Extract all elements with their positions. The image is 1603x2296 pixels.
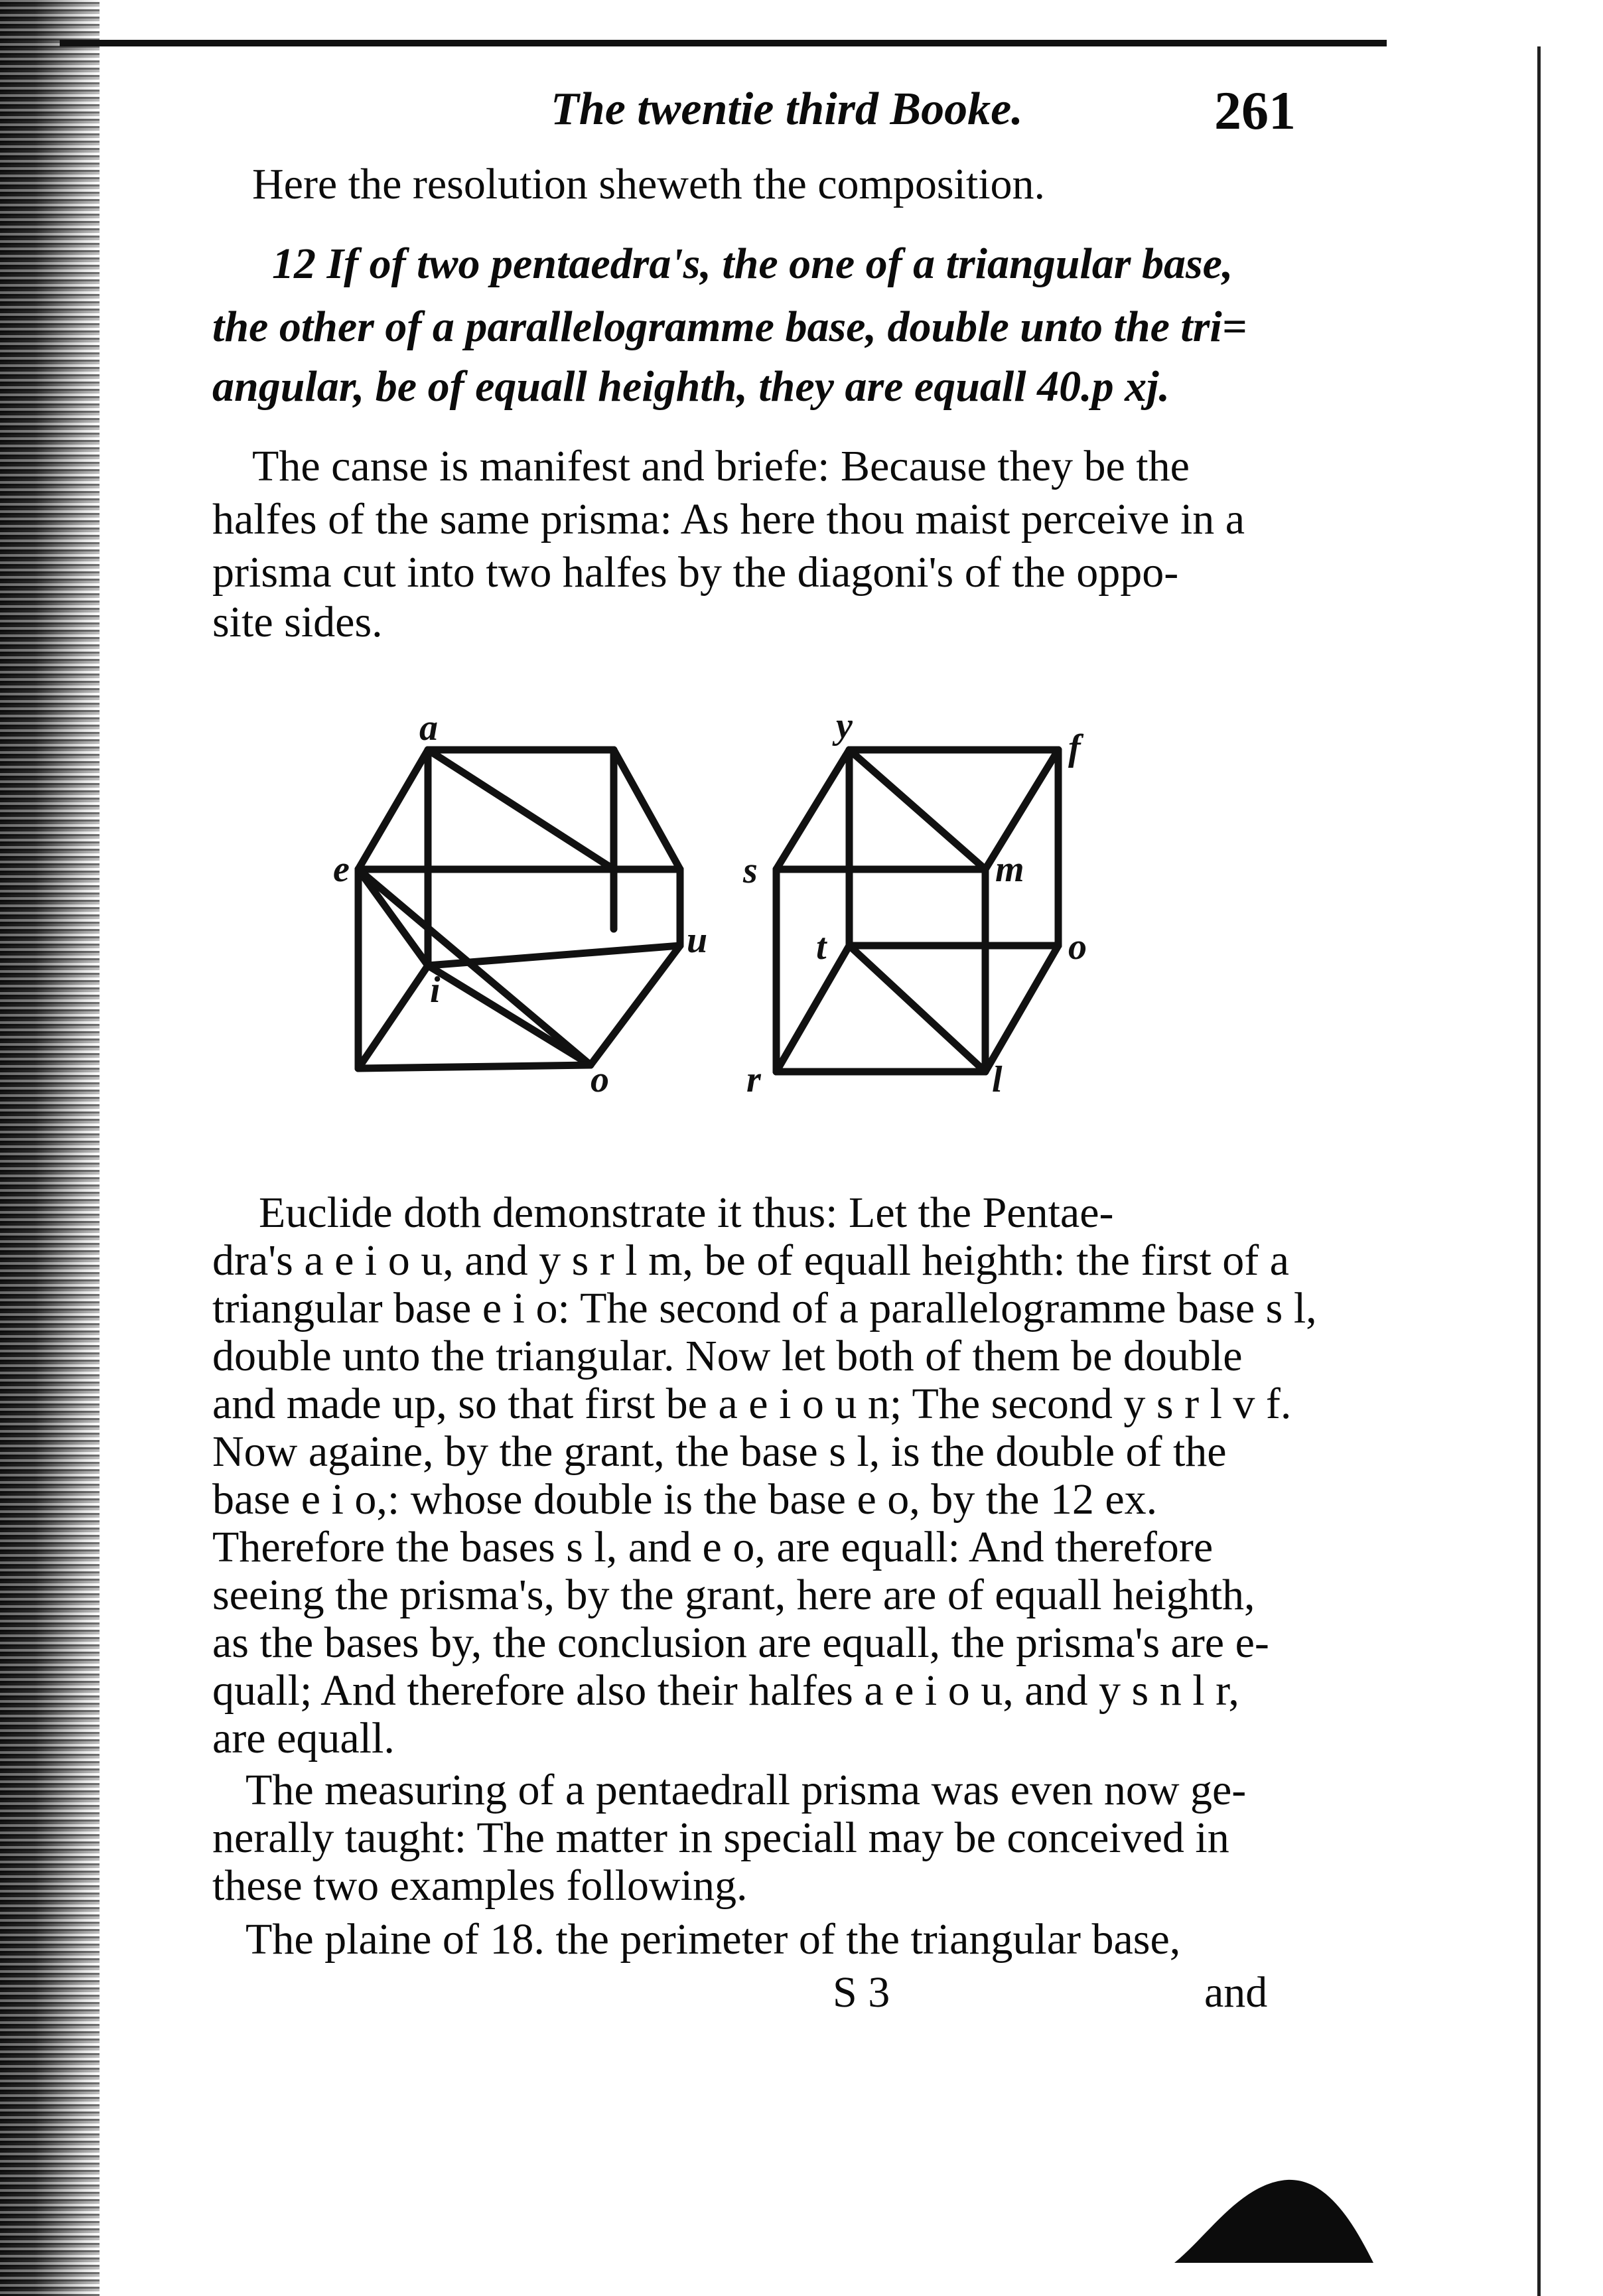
right-prism-diagram — [776, 750, 1058, 1072]
proposition-line: angular, be of equall heighth, they are equall 40.p xj. — [212, 362, 1170, 411]
figure-label: f — [1068, 727, 1081, 768]
body-line: and made up, so that first be a e i o u n; The second y s r l v f. — [212, 1380, 1292, 1428]
body-line: dra's a e i o u, and y s r l m, be of equall heighth: the first of a — [212, 1236, 1289, 1285]
proposition-line: 12 If of two pentaedra's, the one of a triangular base, — [272, 240, 1233, 288]
figure-label: e — [333, 849, 350, 890]
figure-label: a — [419, 707, 438, 749]
body-line: The canse is manifest and briefe: Because they be the — [252, 442, 1190, 490]
figure-label: o — [591, 1059, 609, 1100]
top-border-rule — [60, 40, 1387, 46]
body-line: these two examples following. — [212, 1861, 748, 1910]
figure-label: i — [430, 969, 441, 1011]
prism-figure — [312, 703, 1174, 1102]
body-line: quall; And therefore also their halfes a e i o u, and y s n l r, — [212, 1666, 1239, 1715]
body-line: Now againe, by the grant, the base s l, is the double of the — [212, 1427, 1227, 1476]
left-prism-diagram — [358, 750, 680, 1068]
body-line: nerally taught: The matter in speciall may be conceived in — [212, 1814, 1229, 1862]
catchword: and — [1204, 1968, 1268, 2017]
body-line: Euclide doth demonstrate it thus: Let the Pentae- — [259, 1188, 1114, 1237]
body-line: The plaine of 18. the perimeter of the triangular base, — [245, 1915, 1181, 1964]
body-line: Therefore the bases s l, and e o, are equall: And therefore — [212, 1523, 1214, 1571]
body-line: base e i o,: whose double is the base e o, by the 12 ex. — [212, 1475, 1158, 1524]
page-number: 261 — [1214, 80, 1296, 141]
figure-label: s — [743, 850, 758, 891]
figure-label: t — [816, 926, 827, 968]
body-line: The measuring of a pentaedrall prisma was even now ge- — [245, 1766, 1247, 1814]
body-line: double unto the triangular. Now let both of them be double — [212, 1332, 1243, 1380]
body-line: as the bases by, the conclusion are equall, the prisma's are e- — [212, 1618, 1269, 1667]
figure-label: r — [746, 1059, 761, 1100]
figure-label: y — [836, 705, 853, 747]
body-line: site sides. — [212, 598, 383, 646]
body-line: are equall. — [212, 1714, 395, 1762]
body-line: halfes of the same prisma: As here thou maist perceive in a — [212, 495, 1245, 543]
figure-label: l — [992, 1059, 1003, 1100]
figure-label: o — [1068, 926, 1087, 968]
body-line: Here the resolution sheweth the composition. — [252, 160, 1046, 208]
figure-label: u — [687, 920, 708, 961]
page-gutter-shadow — [0, 0, 100, 2296]
proposition-line: the other of a parallelogramme base, double unto the tri= — [212, 303, 1247, 351]
ink-blot — [1168, 2163, 1380, 2269]
right-border-rule — [1537, 46, 1541, 2296]
body-line: prisma cut into two halfes by the diagoni's of the oppo- — [212, 548, 1179, 597]
running-title: The twentie third Booke. — [551, 84, 1023, 135]
body-line: seeing the prisma's, by the grant, here are of equall heighth, — [212, 1571, 1255, 1619]
figure-label: m — [995, 849, 1024, 890]
body-line: triangular base e i o: The second of a parallelogramme base s l, — [212, 1284, 1317, 1332]
signature-mark: S 3 — [833, 1968, 890, 2017]
